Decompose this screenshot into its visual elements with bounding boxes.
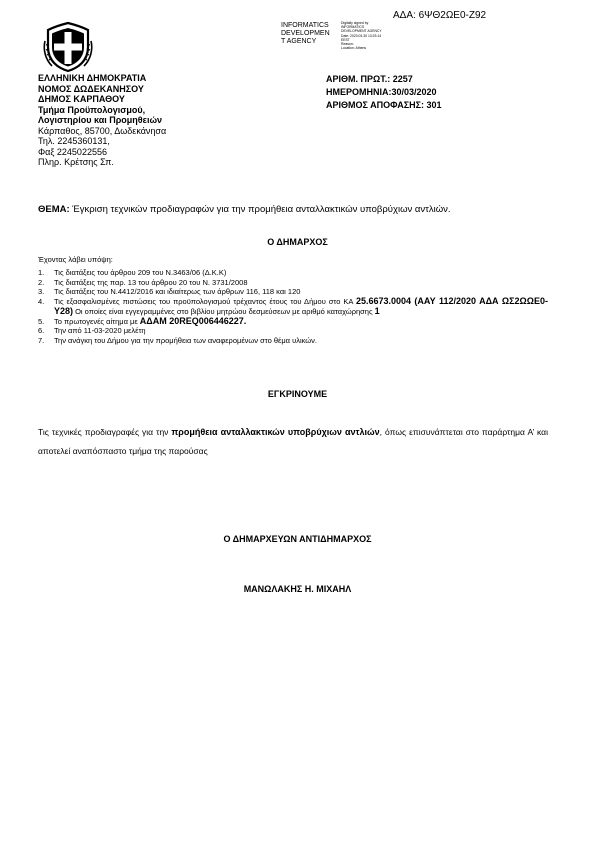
sig-detail: Digitally signed by bbox=[341, 21, 369, 25]
sig-detail: Date: 2020.03.30 13:23:14 bbox=[341, 33, 382, 38]
item-text: Την ανάγκη του Δήμου για την προμήθεια των αναφερομένων στο θέμα υλικών. bbox=[54, 335, 317, 345]
sig-detail: Location: Athens bbox=[341, 46, 367, 51]
approval-text: , όπως επισυνάπτεται στο παράρτημα Α’ και αποτελεί αναπόσπαστο τμήμα της παρούσας bbox=[38, 427, 548, 456]
fax-line: Φαξ 2245022556 bbox=[38, 146, 107, 157]
reference-block bbox=[326, 73, 442, 112]
considerations-list bbox=[38, 268, 548, 346]
digital-signature-label bbox=[281, 22, 330, 46]
sig-detail: EEST bbox=[341, 37, 350, 42]
approve-heading: ΕΓΚΡΙΝΟΥΜΕ bbox=[267, 389, 328, 399]
document-date: ΗΜΕΡΟΜΗΝΙΑ:30/03/2020 bbox=[326, 87, 437, 97]
country-line: ΕΛΛΗΝΙΚΗ ΔΗΜΟΚΡΑΤΙΑ bbox=[38, 73, 147, 83]
item-number: 1. bbox=[38, 268, 45, 277]
signatory-name: ΜΑΝΩΛΑΚΗΣ Η. ΜΙΧΑΗΛ bbox=[243, 584, 352, 594]
phone-line: Τηλ. 2245360131, bbox=[38, 136, 110, 146]
budget-code: 25.6673.0004 (ΑΑΥ 112/2020 ΑΔΑ ΩΣ2ΩΩΕ0-Υ28) bbox=[54, 296, 548, 316]
subject-label: ΘΕΜΑ: bbox=[38, 204, 70, 215]
list-item bbox=[38, 317, 548, 327]
item-number: 6. bbox=[38, 326, 45, 336]
item-number: 3. bbox=[38, 287, 45, 297]
item-text: Τις διατάξεις του Ν.4412/2016 και ιδιαίτερως των άρθρων 116, 118 και 120 bbox=[54, 287, 301, 297]
item-number: 7. bbox=[38, 335, 45, 345]
greek-coat-of-arms-logo bbox=[42, 21, 94, 73]
department-line: Λογιστηρίου και Προμηθειών bbox=[38, 115, 163, 125]
item-number: 4. bbox=[38, 297, 45, 307]
infodev-line1: INFORMATICS bbox=[281, 22, 329, 29]
sig-detail: Reason: bbox=[341, 42, 354, 47]
list-item bbox=[38, 278, 548, 288]
list-item bbox=[38, 336, 548, 346]
list-item bbox=[38, 268, 548, 278]
item-number: 5. bbox=[38, 316, 45, 326]
item-text: Την από 11-03-2020 μελέτη bbox=[54, 326, 146, 336]
infodev-line3: T AGENCY bbox=[281, 38, 317, 45]
item-text: Τις διατάξεις της παρ. 13 του άρθρου 20 του Ν. 3731/2008 bbox=[54, 277, 248, 287]
item-text: Οι οποίες είναι εγγεγραμμένες στο βιβλίου μητρώου δεσμεύσεων με αριθμό καταχώρησης bbox=[73, 306, 375, 316]
item-text: Τις εξασφαλισμένες πιστώσεις του προϋπολογισμού τρέχαντος έτους του Δήμου στο ΚΑ bbox=[54, 297, 356, 307]
item-text: Τις διατάξεις του άρθρου 209 του Ν.3463/06 (Δ.Κ.Κ) bbox=[54, 268, 227, 277]
subject-paragraph bbox=[38, 200, 548, 219]
list-item bbox=[38, 297, 548, 316]
approval-paragraph bbox=[38, 423, 548, 461]
item-number: 2. bbox=[38, 277, 45, 287]
ada-code: ΑΔΑ: 6ΨΘ2ΩΕ0-Ζ92 bbox=[393, 10, 487, 21]
list-item bbox=[38, 326, 548, 336]
protocol-number: ΑΡΙΘΜ. ΠΡΩΤ.: 2257 bbox=[326, 74, 413, 84]
infodev-line2: DEVELOPMEN bbox=[281, 30, 330, 37]
decision-number: ΑΡΙΘΜΟΣ ΑΠΟΦΑΣΗΣ: 301 bbox=[326, 100, 442, 110]
subject-text: Έγκριση τεχνικών προδιαγραφών για την προμήθεια ανταλλακτικών υποβρύχιων αντλιών. bbox=[69, 204, 451, 215]
mayor-heading: Ο ΔΗΜΑΡΧΟΣ bbox=[267, 237, 328, 247]
approval-subject: προμήθεια ανταλλακτικών υποβρύχιων αντλιών bbox=[171, 427, 380, 437]
considering-label: Έχοντας λάβει υπόψη: bbox=[38, 255, 113, 264]
request-code: ΑΔΑΜ 20REQ006446227. bbox=[139, 315, 247, 326]
address-line: Κάρπαθος, 85700, Δωδεκάνησα bbox=[38, 125, 167, 136]
registration-number: 1 bbox=[374, 305, 380, 316]
sig-detail: INFORMATICS bbox=[341, 25, 365, 30]
signatory-title: Ο ΔΗΜΑΡΧΕΥΩΝ ΑΝΤΙΔΗΜΑΡΧΟΣ bbox=[223, 534, 372, 544]
contact-line: Πληρ. Κρέτσης Σπ. bbox=[38, 157, 114, 167]
item-text: Το πρωτογενές αίτημα με bbox=[54, 316, 140, 326]
prefecture-line: ΝΟΜΟΣ ΔΩΔΕΚΑΝΗΣΟΥ bbox=[38, 83, 144, 94]
department-line: Τμήμα Προϋπολογισμού, bbox=[38, 104, 146, 115]
municipality-line: ΔΗΜΟΣ ΚΑΡΠΑΘΟΥ bbox=[38, 94, 125, 104]
sender-block bbox=[38, 73, 166, 168]
digital-signature-details bbox=[341, 21, 382, 50]
sig-detail: DEVELOPMENT AGENCY bbox=[341, 29, 382, 34]
approval-text: Τις τεχνικές προδιαγραφές για την bbox=[38, 427, 172, 437]
